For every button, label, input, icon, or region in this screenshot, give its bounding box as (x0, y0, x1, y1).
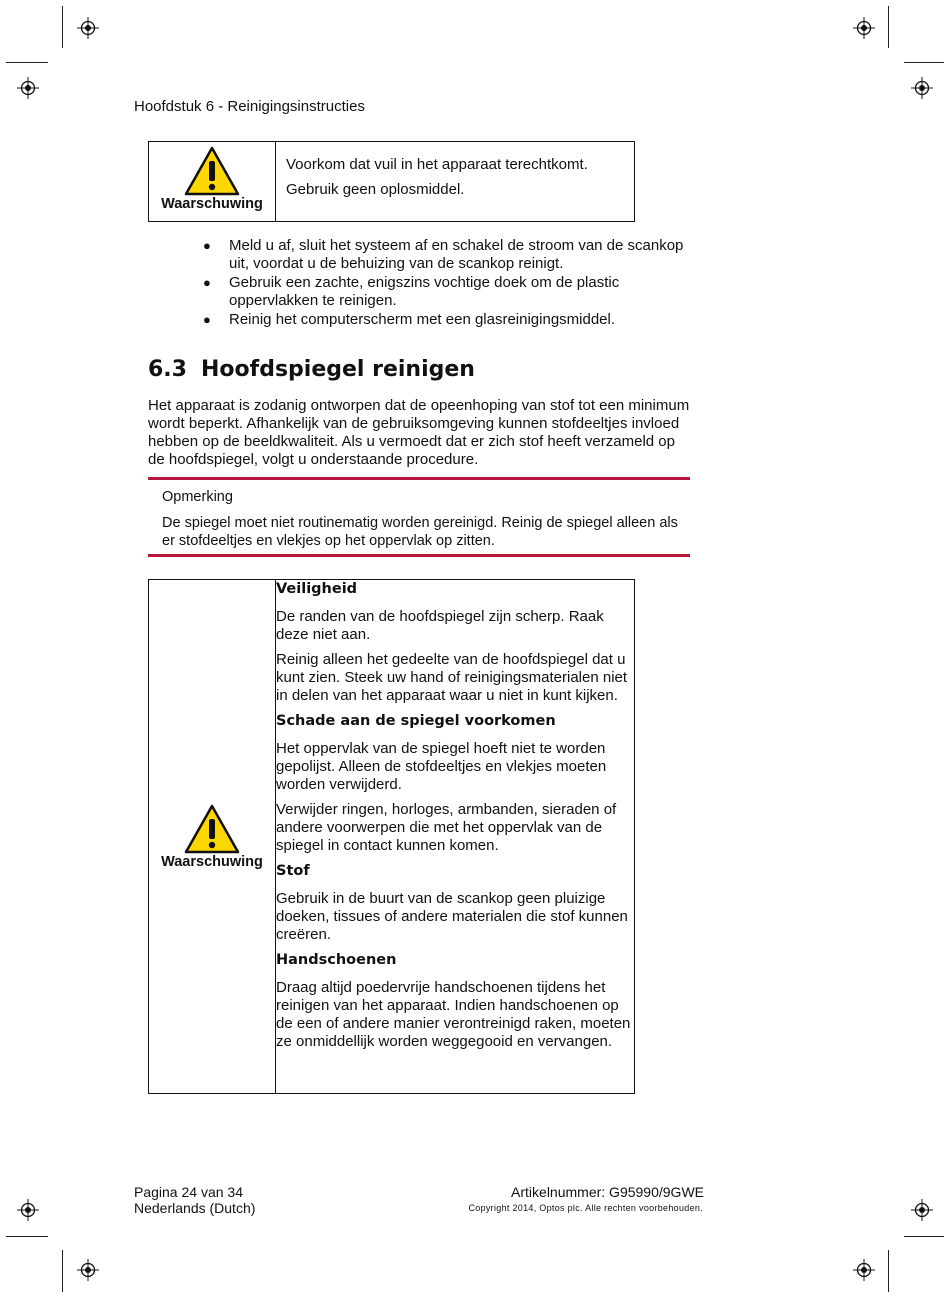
warning-text-cell (276, 580, 635, 1094)
registration-mark-icon (853, 1259, 875, 1281)
note-bottom-rule (148, 554, 690, 557)
crop-mark-line (6, 62, 48, 63)
section-intro: Het apparaat is zodanig ontworpen dat de opeenhoping van stof tot een minimum wordt beperkt. Afhankelijk van de gebruiksomgeving kunnen stofdeeltjes invloed hebben op de beeldkwaliteit. Als u vermoedt dat er zich stof heeft verzameld op de hoofdspiegel, volgt u onderstaande procedure. (148, 397, 690, 468)
warning-paragraph: De randen van de hoofdspiegel zijn scherp. Raak deze niet aan. (276, 608, 604, 643)
warning-paragraph: Gebruik in de buurt van de scankop geen pluizige doeken, tissues of andere materialen die stof kunnen creëren. (276, 890, 628, 943)
warning-box (148, 579, 635, 1094)
bullet-icon: ● (203, 312, 211, 327)
registration-mark-icon (77, 1259, 99, 1281)
registration-mark-icon (17, 77, 39, 99)
warning-icon-cell (149, 580, 276, 1094)
note-top-rule (148, 477, 690, 480)
footer-language: Nederlands (Dutch) (134, 1200, 256, 1216)
warning-subheading: Veiligheid (276, 581, 358, 597)
crop-mark-line (62, 1250, 63, 1292)
warning-icon-cell (149, 142, 276, 222)
note-label: Opmerking (162, 489, 233, 505)
list-item (200, 274, 700, 310)
list-item-text: Reinig het computerscherm met een glasreinigingsmiddel. (229, 311, 616, 328)
section-title: Hoofdspiegel reinigen (200, 357, 475, 382)
warning-label: Waarschuwing (161, 853, 263, 870)
registration-mark-icon (911, 77, 933, 99)
list-item-text: Meld u af, sluit het systeem af en schakel de stroom van de scankop uit, voordat u de behuizing van de scankop reinigt. (229, 237, 684, 272)
warning-triangle-icon (184, 804, 240, 854)
warning-paragraph: Draag altijd poedervrije handschoenen tijdens het reinigen van het apparaat. Indien handschoenen op de een of andere manier verontreinigd raken, moeten ze onmiddellijk worden weggegooid en vervangen. (276, 979, 631, 1050)
list-item (200, 311, 700, 329)
warning-line: Voorkom dat vuil in het apparaat terechtkomt. (286, 156, 588, 173)
registration-mark-icon (911, 1199, 933, 1221)
crop-mark-line (6, 1236, 48, 1237)
note-text: De spiegel moet niet routinematig worden gereinigd. Reinig de spiegel alleen als er stofdeeltjes en vlekjes op het oppervlak op zitten. (162, 515, 678, 549)
registration-mark-icon (853, 17, 875, 39)
crop-mark-line (888, 1250, 889, 1292)
crop-mark-line (904, 1236, 944, 1237)
crop-mark-line (888, 6, 889, 48)
registration-mark-icon (17, 1199, 39, 1221)
list-item-text: Gebruik een zachte, enigszins vochtige doek om de plastic oppervlakken te reinigen. (229, 274, 620, 309)
warning-line: Gebruik geen oplosmiddel. (286, 181, 465, 198)
warning-subheading: Handschoenen (276, 952, 397, 968)
warning-triangle-icon (184, 146, 240, 196)
warning-subheading: Schade aan de spiegel voorkomen (276, 713, 556, 729)
warning-label: Waarschuwing (161, 196, 263, 212)
warning-subheading: Stof (276, 863, 310, 879)
warning-paragraph: Het oppervlak van de spiegel hoeft niet te worden gepolijst. Alleen de stofdeeltjes en vlekjes moeten worden verwijderd. (276, 740, 607, 793)
footer-article-number: Artikelnummer: G95990/9GWE (511, 1184, 704, 1200)
registration-mark-icon (77, 17, 99, 39)
page-header: Hoofdstuk 6 - Reinigingsinstructies (134, 98, 365, 115)
crop-mark-line (62, 6, 63, 48)
footer-copyright: Copyright 2014, Optos plc. Alle rechten voorbehouden. (468, 1203, 703, 1213)
warning-paragraph: Verwijder ringen, horloges, armbanden, sieraden of andere voorwerpen die met het oppervlak van de spiegel in contact kunnen komen. (276, 801, 617, 854)
bullet-icon: ● (203, 238, 211, 253)
warning-box (148, 141, 635, 222)
section-number: 6.3 (148, 357, 187, 382)
bullet-icon: ● (203, 275, 211, 290)
warning-text-cell (276, 142, 635, 222)
bullet-list (200, 237, 700, 330)
crop-mark-line (904, 62, 944, 63)
footer-page-number: Pagina 24 van 34 (134, 1184, 243, 1200)
section-heading (148, 357, 475, 382)
list-item (200, 237, 700, 273)
warning-paragraph: Reinig alleen het gedeelte van de hoofdspiegel dat u kunt zien. Steek uw hand of reinigingsmaterialen niet in delen van het apparaat waar u niet in kunt kijken. (276, 651, 628, 704)
